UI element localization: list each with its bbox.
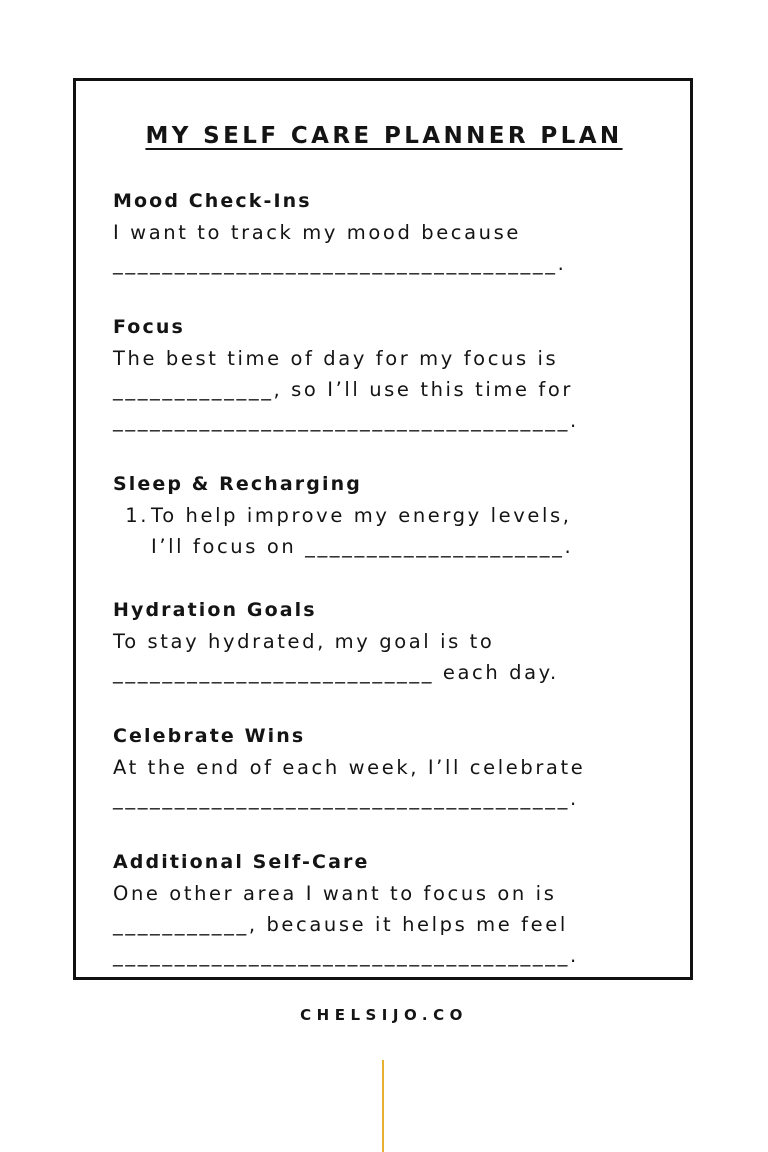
section-text-line: __________________________ each day. xyxy=(113,661,559,684)
section-text-line: To stay hydrated, my goal is to xyxy=(113,630,495,653)
section-sleep-recharging xyxy=(113,469,673,562)
section-text-line: _____________, so I’ll use this time for xyxy=(113,378,573,401)
section-additional-self-care xyxy=(113,847,673,971)
section-text-line: I want to track my mood because xyxy=(113,221,521,244)
section-heading: Mood Check-Ins xyxy=(113,190,312,212)
site-footer-brand: CHELSIJO.CO xyxy=(300,1006,468,1024)
list-item-continuation: I’ll focus on _____________________. xyxy=(151,535,574,558)
section-heading: Focus xyxy=(113,316,185,338)
section-heading: Celebrate Wins xyxy=(113,725,306,747)
section-heading: Additional Self-Care xyxy=(113,851,370,873)
section-text-line: One other area I want to focus on is xyxy=(113,882,557,905)
blank-line: _____________________________________. xyxy=(113,787,579,810)
page-title: MY SELF CARE PLANNER PLAN xyxy=(145,123,623,149)
blank-line: _____________________________________. xyxy=(113,409,579,432)
section-text-line: At the end of each week, I’ll celebrate xyxy=(113,756,586,779)
section-heading: Sleep & Recharging xyxy=(113,473,362,495)
accent-divider-line xyxy=(382,1060,384,1152)
section-focus xyxy=(113,312,673,436)
list-number: 1. xyxy=(125,504,149,527)
section-celebrate-wins xyxy=(113,721,673,814)
list-item xyxy=(113,500,673,531)
blank-line: ____________________________________. xyxy=(113,252,567,275)
section-text-line: ___________, because it helps me feel xyxy=(113,913,568,936)
section-mood-check-ins xyxy=(113,186,673,279)
list-item-text: To help improve my energy levels, xyxy=(151,504,572,527)
section-hydration-goals xyxy=(113,595,673,688)
section-heading: Hydration Goals xyxy=(113,599,317,621)
blank-line: _____________________________________. xyxy=(113,944,579,967)
section-text-line: The best time of day for my focus is xyxy=(113,347,559,370)
